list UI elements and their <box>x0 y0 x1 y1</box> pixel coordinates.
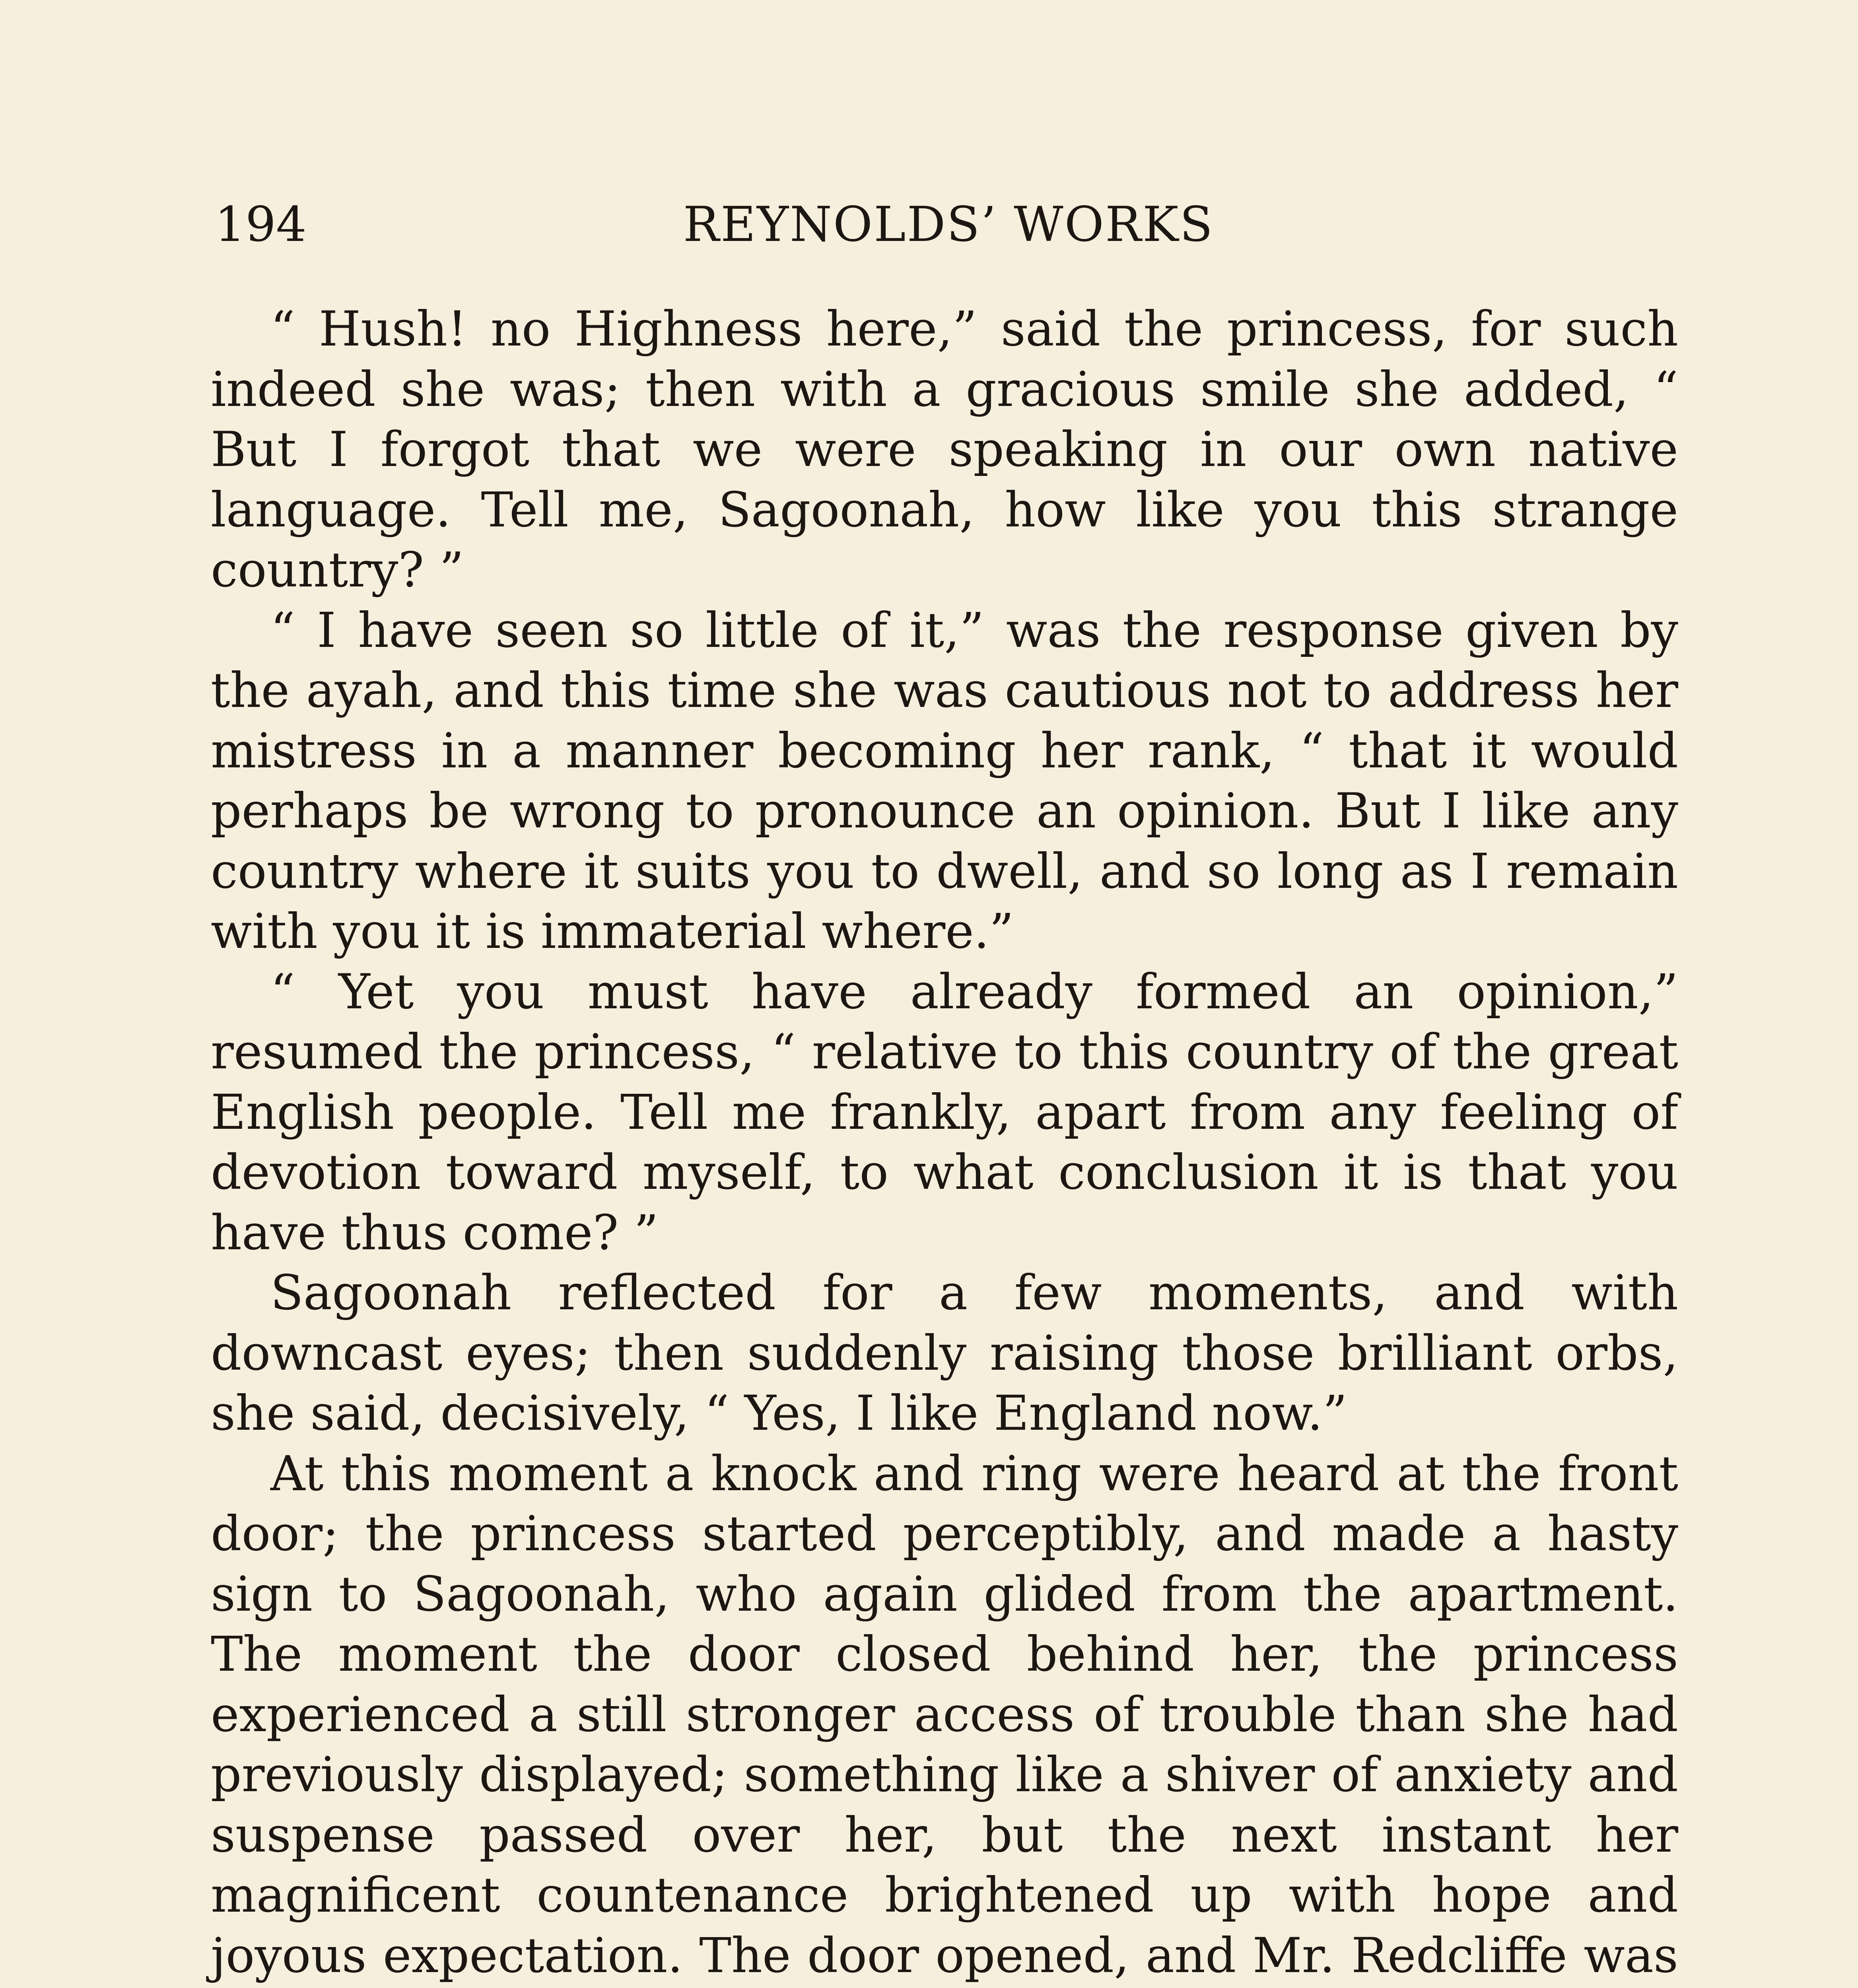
text-body <box>211 299 1678 1988</box>
paragraph: “ Hush! no Highness here,” said the princess, for such indeed she was; then with a gracious smile she added, “ But I forgot that we were speaking in our own native language. Tell me, Sagoonah, how like you this strange country? ” <box>211 301 1678 598</box>
paragraph: Sagoonah reflected for a few moments, and with downcast eyes; then suddenly raising those brilliant orbs, she said, decisively, “ Yes, I like England now.” <box>211 1265 1678 1441</box>
paragraph: “ I have seen so little of it,” was the response given by the ayah, and this time she was cautious not to address her mistress in a manner becoming her rank, “ that it would perhaps be wrong to pronounce an opinion. But I like any country where it suits you to dwell, and so long as I remain with you it is immaterial where.” <box>211 602 1678 959</box>
paragraph: “ Yet you must have already formed an opinion,” resumed the princess, “ relative to this country of the great English people. Tell me frankly, apart from any feeling of devotion toward myself, to what conclusion it is that you have thus come? ” <box>211 963 1678 1261</box>
running-title: REYNOLDS’ WORKS <box>683 196 1214 252</box>
page-number: 194 <box>215 196 307 252</box>
page-header <box>215 187 1682 262</box>
paragraph: At this moment a knock and ring were heard at the front door; the princess started perceptibly, and made a hasty sign to Sagoonah, who again glided from the apartment. The moment the door closed behind her, the princess experienced a still stronger access of trouble than she had previously displayed; something like a shiver of anxiety and suspense passed over her, but the next instant her magnificent countenance brightened up with hope and joyous expectation. The door opened, and Mr. Redcliffe was <box>211 1445 1678 1984</box>
